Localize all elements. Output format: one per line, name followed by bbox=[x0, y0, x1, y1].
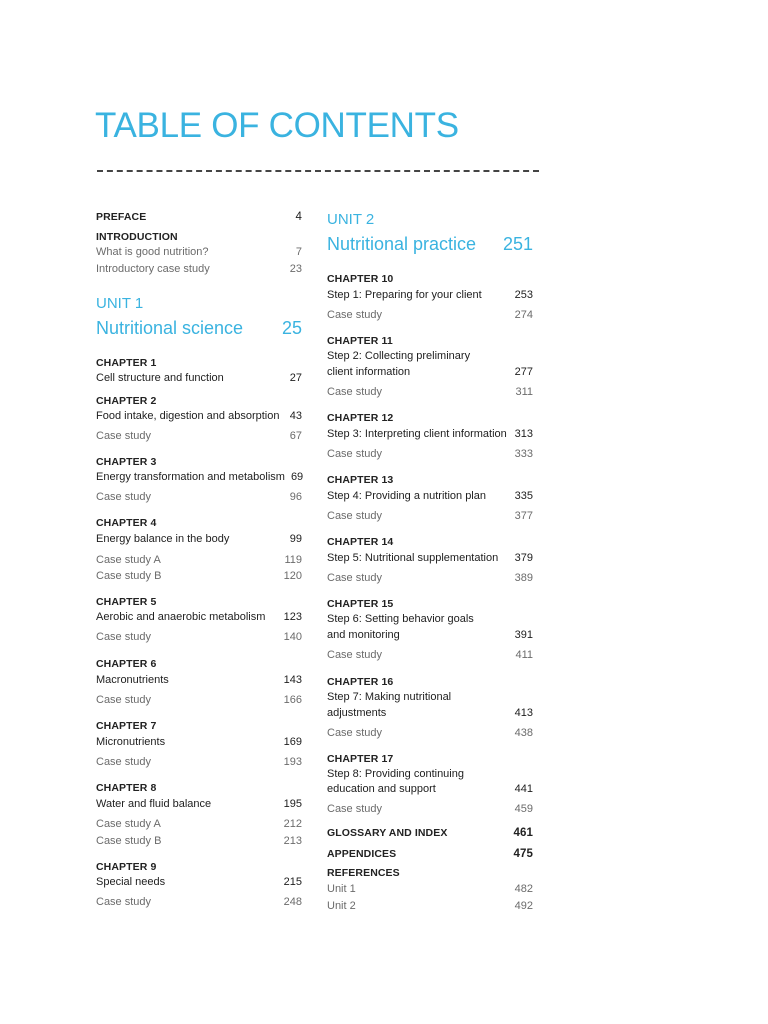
intro-item-title: Introductory case study bbox=[96, 263, 210, 275]
chapter-label bbox=[96, 596, 302, 608]
chapter-entry[interactable] bbox=[327, 289, 533, 301]
intro-item[interactable] bbox=[96, 246, 302, 258]
case-study-entry[interactable] bbox=[96, 818, 302, 830]
chapter-number: CHAPTER 1 bbox=[96, 357, 157, 369]
case-study-entry[interactable] bbox=[96, 756, 302, 768]
chapter-label bbox=[96, 720, 302, 732]
references-heading bbox=[327, 867, 533, 879]
case-study-title: Case study bbox=[327, 386, 383, 398]
case-study-entry[interactable] bbox=[96, 835, 302, 847]
chapter-label bbox=[327, 598, 533, 610]
chapter-title: Step 1: Preparing for your client bbox=[327, 289, 482, 301]
chapter-entry[interactable] bbox=[96, 876, 302, 888]
chapter-page: 313 bbox=[514, 428, 533, 440]
case-study-title: Case study bbox=[327, 510, 383, 522]
case-study-page: 119 bbox=[284, 554, 302, 566]
chapter-page: 335 bbox=[514, 490, 533, 502]
chapter-page: 195 bbox=[283, 798, 302, 810]
chapter-label bbox=[96, 456, 302, 468]
chapter-label bbox=[327, 536, 533, 548]
case-study-page: 333 bbox=[514, 448, 533, 460]
chapter-entry[interactable] bbox=[327, 629, 533, 641]
chapter-entry[interactable] bbox=[96, 410, 302, 422]
chapter-title: adjustments bbox=[327, 707, 387, 719]
case-study-title: Case study B bbox=[96, 570, 162, 582]
preface-page: 4 bbox=[295, 211, 302, 223]
chapter-label bbox=[96, 517, 302, 529]
case-study-entry[interactable] bbox=[96, 430, 302, 442]
page-title: TABLE OF CONTENTS bbox=[95, 106, 459, 145]
chapter-title-line bbox=[327, 768, 533, 780]
case-study-title: Case study A bbox=[96, 554, 161, 566]
chapter-page: 99 bbox=[289, 533, 302, 545]
appendices-label: APPENDICES bbox=[327, 848, 397, 860]
case-study-page: 389 bbox=[514, 572, 533, 584]
chapter-number: CHAPTER 6 bbox=[96, 658, 157, 670]
chapter-title: Step 3: Interpreting client information bbox=[327, 428, 507, 440]
chapter-title-line bbox=[327, 613, 533, 625]
unit-1-heading[interactable] bbox=[96, 318, 302, 339]
case-study-title: Case study bbox=[327, 727, 383, 739]
chapter-page: 143 bbox=[283, 674, 302, 686]
case-study-title: Case study bbox=[96, 631, 152, 643]
case-study-entry[interactable] bbox=[96, 631, 302, 643]
chapter-number: CHAPTER 9 bbox=[96, 861, 157, 873]
unit-2-label: UNIT 2 bbox=[327, 211, 375, 228]
case-study-title: Case study bbox=[327, 572, 383, 584]
reference-item-page: 492 bbox=[514, 900, 533, 912]
unit-2-heading[interactable] bbox=[327, 234, 533, 255]
chapter-entry[interactable] bbox=[327, 552, 533, 564]
case-study-page: 96 bbox=[289, 491, 302, 503]
case-study-title: Case study bbox=[96, 896, 152, 908]
chapter-title-line bbox=[327, 350, 533, 362]
appendices-page: 475 bbox=[513, 848, 533, 860]
preface-entry[interactable] bbox=[96, 211, 302, 223]
case-study-title: Case study B bbox=[96, 835, 162, 847]
case-study-entry[interactable] bbox=[96, 554, 302, 566]
glossary-label: GLOSSARY AND INDEX bbox=[327, 827, 448, 839]
chapter-title: Step 8: Providing continuing bbox=[327, 768, 464, 780]
case-study-page: 213 bbox=[283, 835, 302, 847]
chapter-title: client information bbox=[327, 366, 411, 378]
case-study-page: 377 bbox=[514, 510, 533, 522]
chapter-title: Cell structure and function bbox=[96, 372, 224, 384]
chapter-title: Energy balance in the body bbox=[96, 533, 230, 545]
case-study-entry[interactable] bbox=[327, 309, 533, 321]
case-study-entry[interactable] bbox=[96, 570, 302, 582]
case-study-title: Case study bbox=[327, 448, 383, 460]
case-study-page: 438 bbox=[514, 727, 533, 739]
chapter-entry[interactable] bbox=[327, 783, 533, 795]
chapter-label bbox=[327, 753, 533, 765]
chapter-entry[interactable] bbox=[96, 674, 302, 686]
chapter-number: CHAPTER 3 bbox=[96, 456, 157, 468]
case-study-page: 274 bbox=[514, 309, 533, 321]
chapter-title: Food intake, digestion and absorption bbox=[96, 410, 280, 422]
unit-1-page: 25 bbox=[281, 318, 302, 338]
case-study-page: 67 bbox=[289, 430, 302, 442]
case-study-page: 248 bbox=[283, 896, 302, 908]
reference-item-title: Unit 2 bbox=[327, 900, 356, 912]
reference-item-page: 482 bbox=[514, 883, 533, 895]
chapter-number: CHAPTER 13 bbox=[327, 474, 394, 486]
unit-2-title: Nutritional practice bbox=[327, 234, 477, 254]
references-label: REFERENCES bbox=[327, 867, 400, 879]
case-study-entry[interactable] bbox=[327, 510, 533, 522]
case-study-entry[interactable] bbox=[327, 386, 533, 398]
chapter-title-line bbox=[327, 691, 533, 703]
introduction-heading bbox=[96, 231, 302, 243]
chapter-title: Special needs bbox=[96, 876, 166, 888]
case-study-page: 140 bbox=[283, 631, 302, 643]
chapter-title: Energy transformation and metabolism bbox=[96, 471, 285, 483]
case-study-title: Case study bbox=[327, 649, 383, 661]
case-study-entry[interactable] bbox=[96, 491, 302, 503]
dashed-divider bbox=[97, 170, 539, 172]
chapter-label bbox=[96, 658, 302, 670]
case-study-title: Case study bbox=[96, 756, 152, 768]
intro-item[interactable] bbox=[96, 263, 302, 275]
unit-1-title: Nutritional science bbox=[96, 318, 244, 338]
case-study-page: 120 bbox=[283, 570, 302, 582]
chapter-entry[interactable] bbox=[96, 471, 302, 483]
chapter-number: CHAPTER 14 bbox=[327, 536, 394, 548]
chapter-number: CHAPTER 11 bbox=[327, 335, 393, 347]
case-study-title: Case study A bbox=[96, 818, 161, 830]
chapter-label bbox=[96, 395, 302, 407]
case-study-page: 193 bbox=[283, 756, 302, 768]
case-study-entry[interactable] bbox=[327, 572, 533, 584]
chapter-page: 215 bbox=[283, 876, 302, 888]
chapter-number: CHAPTER 12 bbox=[327, 412, 394, 424]
chapter-page: 391 bbox=[514, 629, 533, 641]
chapter-title: Step 6: Setting behavior goals bbox=[327, 613, 474, 625]
chapter-label bbox=[327, 676, 533, 688]
case-study-entry[interactable] bbox=[327, 727, 533, 739]
chapter-page: 123 bbox=[283, 611, 302, 623]
chapter-title: Step 2: Collecting preliminary bbox=[327, 350, 471, 362]
chapter-entry[interactable] bbox=[327, 366, 533, 378]
unit-2-page: 251 bbox=[502, 234, 533, 254]
intro-item-page: 23 bbox=[289, 263, 302, 275]
case-study-title: Case study bbox=[96, 491, 152, 503]
case-study-title: Case study bbox=[96, 694, 152, 706]
unit-1-label: UNIT 1 bbox=[96, 295, 144, 312]
glossary-entry[interactable] bbox=[327, 827, 533, 839]
chapter-page: 413 bbox=[514, 707, 533, 719]
chapter-entry[interactable] bbox=[327, 707, 533, 719]
chapter-number: CHAPTER 17 bbox=[327, 753, 394, 765]
chapter-label bbox=[327, 412, 533, 424]
chapter-title: Aerobic and anaerobic metabolism bbox=[96, 611, 266, 623]
chapter-label bbox=[96, 357, 302, 369]
chapter-label bbox=[327, 335, 533, 347]
chapter-title: Macronutrients bbox=[96, 674, 169, 686]
chapter-label bbox=[96, 782, 302, 794]
intro-item-title: What is good nutrition? bbox=[96, 246, 209, 258]
chapter-page: 27 bbox=[289, 372, 302, 384]
chapter-title: Step 7: Making nutritional bbox=[327, 691, 452, 703]
chapter-title: Water and fluid balance bbox=[96, 798, 212, 810]
reference-item-title: Unit 1 bbox=[327, 883, 356, 895]
chapter-number: CHAPTER 15 bbox=[327, 598, 394, 610]
case-study-entry[interactable] bbox=[327, 803, 533, 815]
case-study-page: 459 bbox=[514, 803, 533, 815]
chapter-entry[interactable] bbox=[96, 736, 302, 748]
preface-label: PREFACE bbox=[96, 211, 147, 223]
chapter-number: CHAPTER 16 bbox=[327, 676, 394, 688]
chapter-title: and monitoring bbox=[327, 629, 400, 641]
chapter-label bbox=[327, 474, 533, 486]
chapter-number: CHAPTER 10 bbox=[327, 273, 394, 285]
chapter-page: 379 bbox=[514, 552, 533, 564]
intro-item-page: 7 bbox=[295, 246, 302, 258]
chapter-number: CHAPTER 7 bbox=[96, 720, 157, 732]
case-study-title: Case study bbox=[96, 430, 152, 442]
introduction-label: INTRODUCTION bbox=[96, 231, 178, 243]
case-study-title: Case study bbox=[327, 309, 383, 321]
case-study-entry[interactable] bbox=[327, 649, 533, 661]
reference-item[interactable] bbox=[327, 900, 533, 912]
chapter-page: 69 bbox=[290, 471, 304, 483]
chapter-number: CHAPTER 4 bbox=[96, 517, 157, 529]
chapter-label bbox=[327, 273, 533, 285]
chapter-title: education and support bbox=[327, 783, 436, 795]
case-study-entry[interactable] bbox=[327, 448, 533, 460]
chapter-entry[interactable] bbox=[96, 798, 302, 810]
chapter-entry[interactable] bbox=[96, 533, 302, 545]
appendices-entry[interactable] bbox=[327, 848, 533, 860]
chapter-page: 43 bbox=[289, 410, 302, 422]
chapter-page: 441 bbox=[514, 783, 533, 795]
case-study-page: 212 bbox=[283, 818, 302, 830]
chapter-label bbox=[96, 861, 302, 873]
chapter-entry[interactable] bbox=[327, 490, 533, 502]
reference-item[interactable] bbox=[327, 883, 533, 895]
chapter-number: CHAPTER 8 bbox=[96, 782, 157, 794]
chapter-page: 253 bbox=[514, 289, 533, 301]
chapter-title: Micronutrients bbox=[96, 736, 166, 748]
chapter-title: Step 4: Providing a nutrition plan bbox=[327, 490, 486, 502]
chapter-number: CHAPTER 2 bbox=[96, 395, 157, 407]
case-study-page: 411 bbox=[515, 649, 533, 661]
chapter-page: 277 bbox=[514, 366, 533, 378]
chapter-number: CHAPTER 5 bbox=[96, 596, 157, 608]
case-study-page: 166 bbox=[283, 694, 302, 706]
chapter-entry[interactable] bbox=[96, 372, 302, 384]
glossary-page: 461 bbox=[513, 827, 533, 839]
case-study-entry[interactable] bbox=[96, 694, 302, 706]
chapter-page: 169 bbox=[283, 736, 302, 748]
chapter-entry[interactable] bbox=[96, 611, 302, 623]
case-study-page: 311 bbox=[515, 386, 533, 398]
case-study-entry[interactable] bbox=[96, 896, 302, 908]
chapter-title: Step 5: Nutritional supplementation bbox=[327, 552, 499, 564]
chapter-entry[interactable] bbox=[327, 428, 533, 440]
case-study-title: Case study bbox=[327, 803, 383, 815]
